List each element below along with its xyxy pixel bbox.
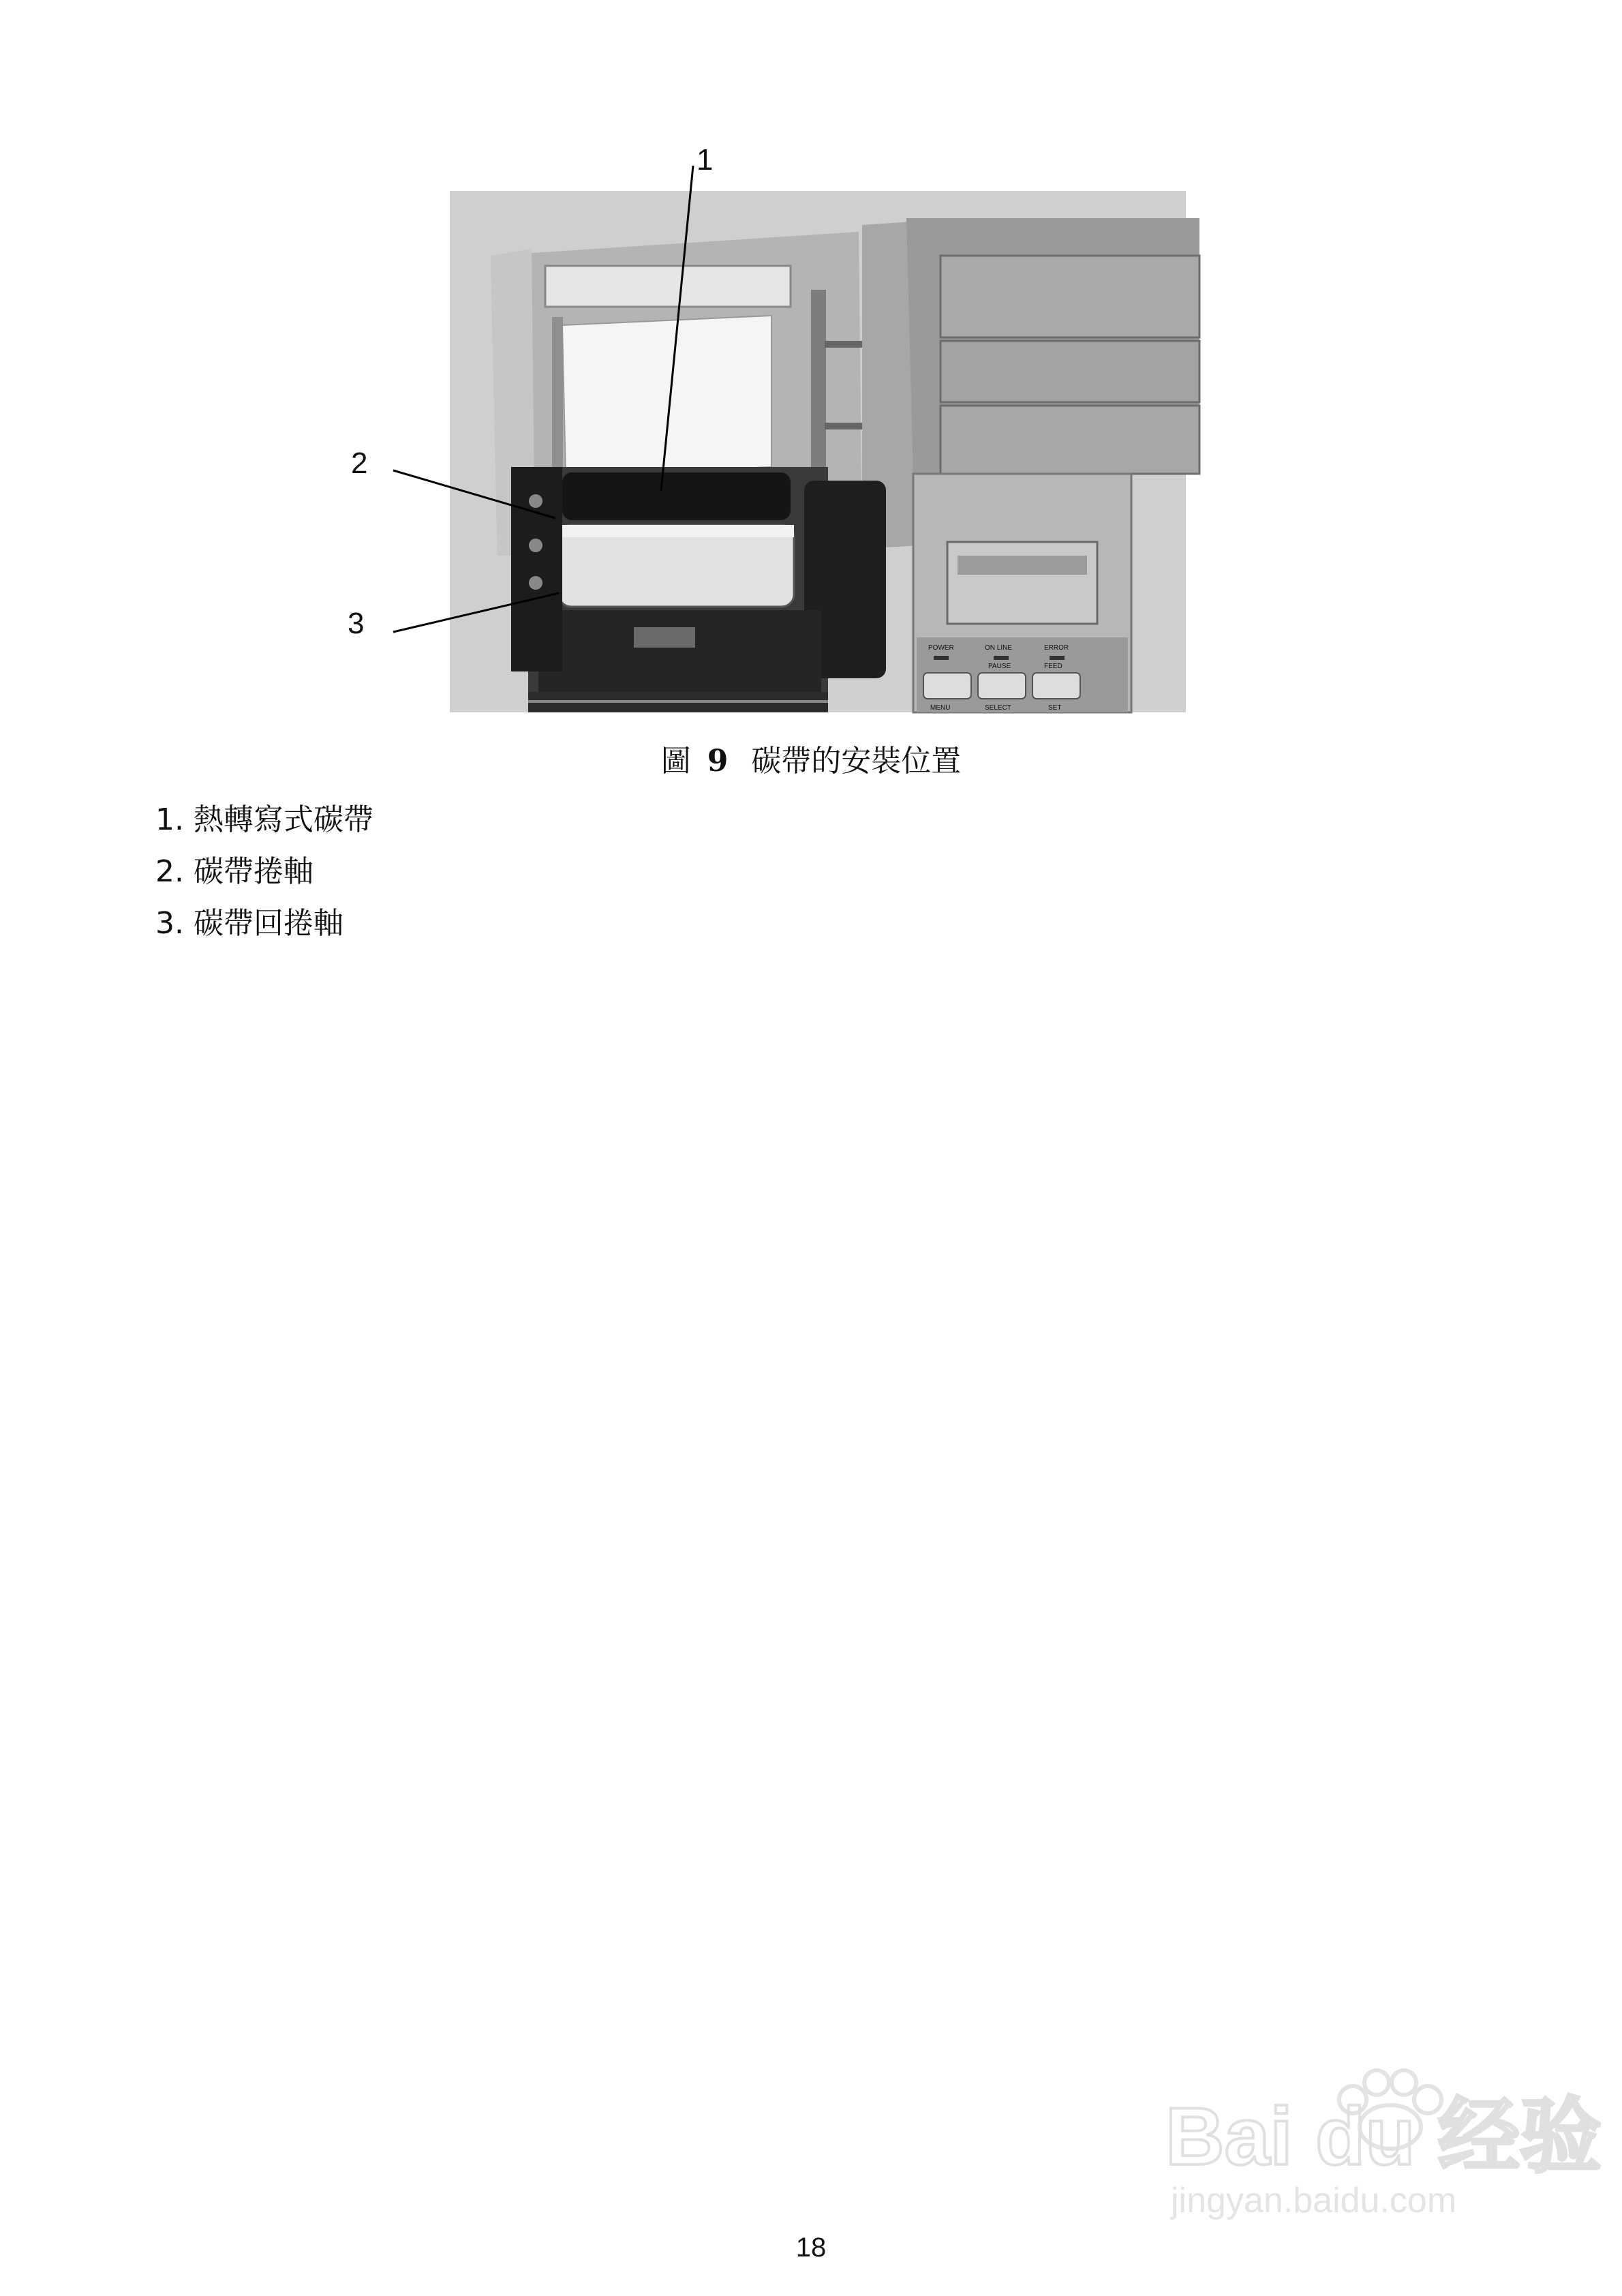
list-item-number: 1. [155,802,184,837]
baidu-watermark [1159,2045,1602,2222]
list-item-number: 3. [155,906,184,941]
panel-select-label: SELECT [985,704,1011,712]
list-item [155,846,373,898]
panel-power-label: POWER [928,644,954,652]
printer-photo [354,147,1199,719]
list-item-number: 2. [155,854,184,889]
caption-text: 碳帶的安裝位置 [751,744,962,779]
parts-list [155,794,373,950]
panel-set-label: SET [1048,704,1062,712]
callout-3: 3 [348,607,365,640]
list-item [155,794,373,846]
callout-2: 2 [351,447,368,480]
list-item [155,898,373,950]
list-item-text: 熱轉寫式碳帶 [194,802,373,837]
watermark-brand: Bai du 经验 [1165,2091,1602,2182]
caption-number: 9 [707,744,729,779]
list-item-text: 碳帶捲軸 [194,854,313,889]
figure [348,143,1199,719]
panel-pause-label: PAUSE [988,663,1011,670]
list-item-text: 碳帶回捲軸 [194,906,343,941]
figure-caption [0,736,1622,780]
panel-menu-label: MENU [930,704,951,712]
panel-online-label: ON LINE [985,644,1013,652]
page-number: 18 [795,2233,827,2263]
caption-prefix: 圖 [660,744,691,779]
panel-feed-label: FEED [1044,663,1062,670]
watermark-url: jingyan.baidu.com [1171,2181,1457,2220]
panel-error-label: ERROR [1044,644,1069,652]
callout-1: 1 [697,143,714,177]
